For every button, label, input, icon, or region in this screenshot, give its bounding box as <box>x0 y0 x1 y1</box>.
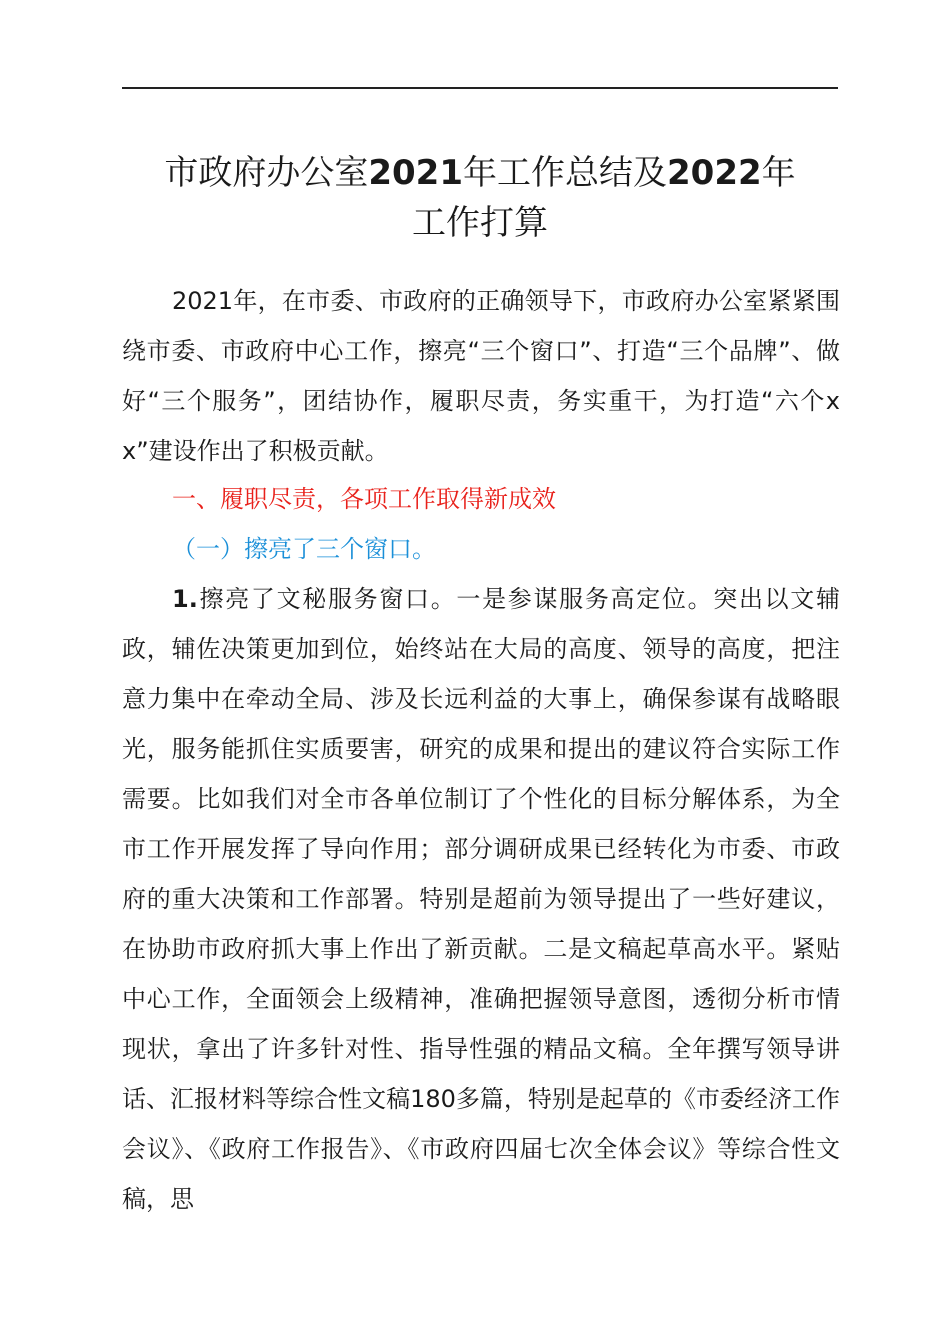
title-part2: 年工作总结及 <box>463 153 667 193</box>
title-part3: 年 <box>761 153 796 193</box>
title-year2: 2022 <box>667 153 762 193</box>
item-text: 擦亮了文秘服务窗口。一是参谋服务高定位。突出以文辅政，辅佐决策更加到位，始终站在大局的高度、领导的高度，把注意力集中在牵动全局、涉及长远利益的大事上，确保参谋有战略眼光，服务能抓住实质要害，研究的成果和提出的建议符合实际工作需要。比如我们对全市各单位制订了个性化的目标分解体系，为全市工作开展发挥了导向作用；部分调研成果已经转化为市委、市政府的重大决策和工作部署。特别是超前为领导提出了一些好建议，在协助市政府抓大事上作出了新贡献。二是文稿起草高水平。紧贴中心工作，全面领会上级精神，准确把握领导意图，透彻分析市情现状，拿出了许多针对性、指导性强的精品文稿。全年撰写领导讲话、汇报材料等综合性文稿180多篇，特别是起草的《市委经济工作会议》、《政府工作报告》、《市政府四届七次全体会议》等综合性文稿，思 <box>122 585 840 1213</box>
title-line2: 工作打算 <box>412 203 548 243</box>
title-part1: 市政府办公室 <box>164 153 369 193</box>
document-title <box>110 148 850 248</box>
item-number: 1. <box>172 585 198 613</box>
title-year1: 2021 <box>368 153 463 193</box>
subsection-heading: （一）擦亮了三个窗口。 <box>172 535 436 563</box>
body-paragraph <box>122 574 840 1224</box>
intro-paragraph: 2021年，在市委、市政府的正确领导下，市政府办公室紧紧围绕市委、市政府中心工作，擦亮“三个窗口”、打造“三个品牌”、做好“三个服务”，团结协作，履职尽责，务实重干，为打造“六个xx”建设作出了积极贡献。 <box>122 287 840 465</box>
header-rule <box>122 87 838 89</box>
section-heading: 一、履职尽责，各项工作取得新成效 <box>172 485 556 513</box>
